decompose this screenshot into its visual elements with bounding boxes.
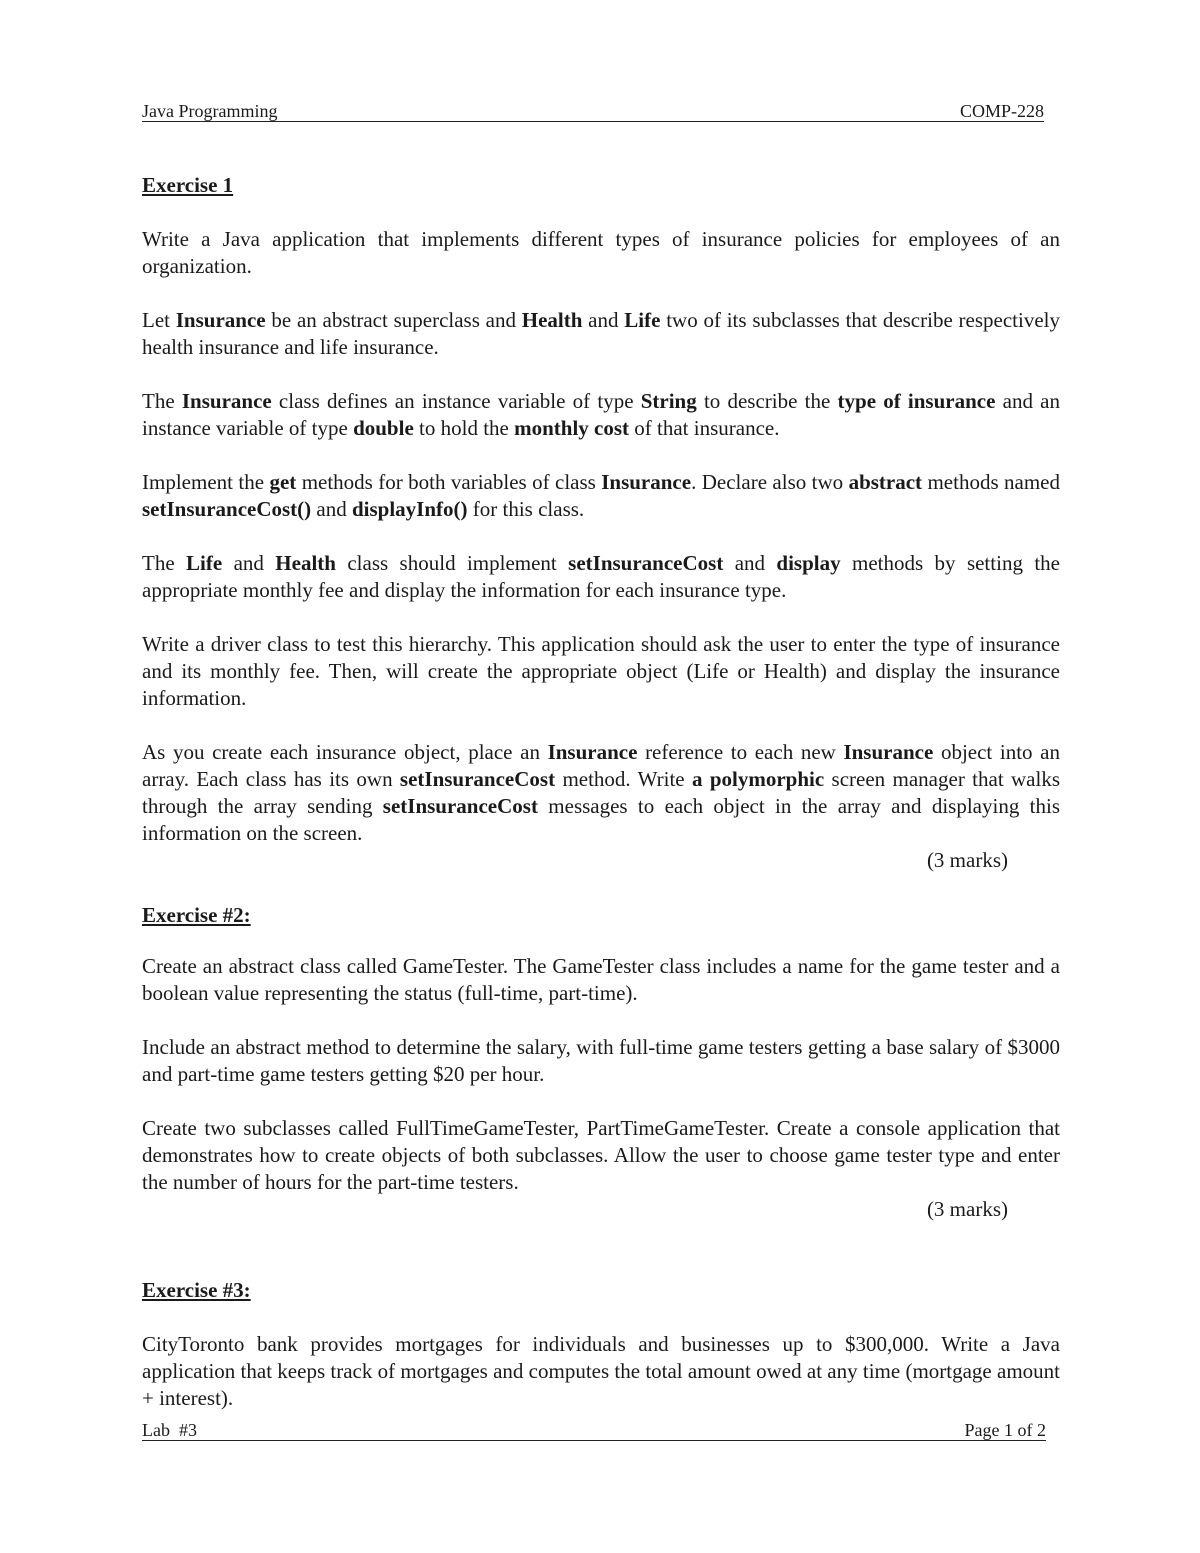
- footer-lab-number: Lab #3: [142, 1420, 197, 1440]
- footer-page-number: Page 1 of 2: [964, 1420, 1046, 1440]
- exercise-2-paragraph-2: Include an abstract method to determine the salary, with full-time game testers getting a base salary of $3000 and part-time game testers getting $20 per hour.: [142, 1035, 1060, 1086]
- exercise-1-paragraph-4: Implement the get methods for both variables of class Insurance. Declare also two abstract methods named setInsuranceCost() and displayInfo() for this class.: [142, 470, 1060, 521]
- exercise-1-paragraph-6: Write a driver class to test this hierarchy. This application should ask the user to enter the type of insurance and its monthly fee. Then, will create the appropriate object (Life or Health) and display the insurance information.: [142, 632, 1060, 710]
- exercise-1-paragraph-5: The Life and Health class should implement setInsuranceCost and display methods by setting the appropriate monthly fee and display the information for each insurance type.: [142, 551, 1060, 602]
- page-footer: [142, 1418, 1046, 1441]
- exercise-2-section: [142, 902, 1060, 1223]
- exercise-2-title: Exercise #2:: [142, 903, 251, 927]
- exercise-3-section: [142, 1277, 1060, 1412]
- exercise-1-section: [142, 172, 1060, 874]
- exercise-3-title: Exercise #3:: [142, 1278, 251, 1302]
- exercise-1-paragraph-3: The Insurance class defines an instance variable of type String to describe the type of insurance and an instance variable of type double to hold the monthly cost of that insurance.: [142, 389, 1060, 440]
- exercise-2-marks: (3 marks): [926, 1197, 1008, 1221]
- exercise-1-paragraph-1: Write a Java application that implements different types of insurance policies for employees of an organization.: [142, 227, 1060, 278]
- exercise-1-title: Exercise 1: [142, 173, 234, 197]
- exercise-2-paragraph-1: Create an abstract class called GameTester. The GameTester class includes a name for the game tester and a boolean value representing the status (full-time, part-time).: [142, 954, 1060, 1005]
- exercise-3-paragraph-1: CityToronto bank provides mortgages for individuals and businesses up to $300,000. Write a Java application that keeps track of mortgages and computes the total amount owed at any time (mortgage amount + interest).: [142, 1332, 1060, 1410]
- header-course-name: Java Programming: [142, 101, 278, 121]
- exercise-2-paragraph-3: Create two subclasses called FullTimeGameTester, PartTimeGameTester. Create a console application that demonstrates how to create objects of both subclasses. Allow the user to choose game tester type and enter the number of hours for the part-time testers.: [142, 1116, 1060, 1194]
- exercise-1-paragraph-7: As you create each insurance object, place an Insurance reference to each new Insurance object into an array. Each class has its own setInsuranceCost method. Write a polymorphic screen manager that walks through the array sending setInsuranceCost messages to each object in the array and displaying this information on the screen.: [142, 740, 1060, 845]
- page-header: [142, 99, 1044, 122]
- exercise-1-marks: (3 marks): [926, 848, 1008, 872]
- header-course-code: COMP-228: [959, 101, 1044, 121]
- exercise-1-paragraph-2: Let Insurance be an abstract superclass and Health and Life two of its subclasses that describe respectively health insurance and life insurance.: [142, 308, 1060, 359]
